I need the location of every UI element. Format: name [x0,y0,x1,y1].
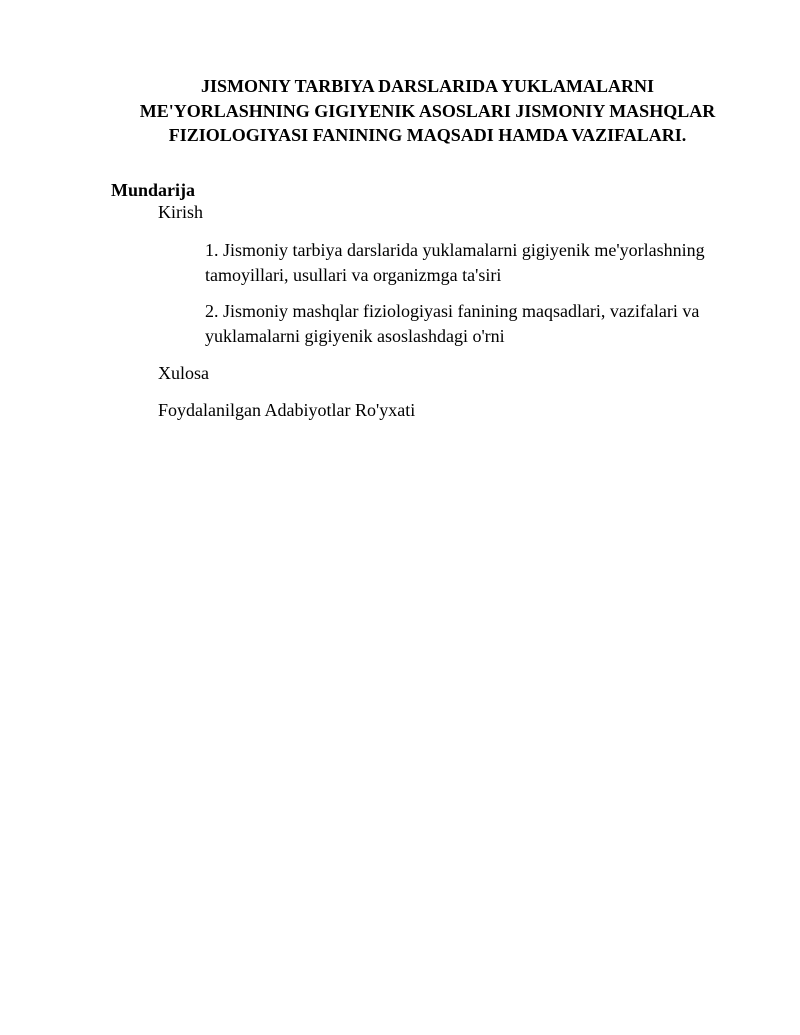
toc-entry-conclusion: Xulosa [158,363,209,383]
title-line-3: FIZIOLOGIYASI FANINING MAQSADI HAMDA VAZIFALARI. [168,125,687,145]
toc-entry-introduction: Kirish [158,202,203,222]
title-line-2: ME'YORLASHNING GIGIYENIK ASOSLARI JISMONIY MASHQLAR [139,100,716,121]
toc-entry-references: Foydalanilgan Adabiyotlar Ro'yxati [158,400,416,420]
document-title [100,74,755,148]
toc-entry-section-1-line-1: 1. Jismoniy tarbiya darslarida yuklamalarni gigiyenik me'yorlashning [205,240,705,260]
toc-entry-section-2-line-1: 2. Jismoniy mashqlar fiziologiyasi fanining maqsadlari, vazifalari va [205,301,700,321]
toc-entry-section-1-line-2: tamoyillari, usullari va organizmga ta'siri [205,264,502,285]
toc-heading: Mundarija [111,180,196,200]
toc-entry-section-2 [205,299,699,348]
toc-entry-section-2-line-2: yuklamalarni gigiyenik asoslashdagi o'rni [205,325,505,346]
title-line-1: JISMONIY TARBIYA DARSLARIDA YUKLAMALARNI [201,76,654,96]
toc-entry-section-1 [205,238,705,287]
